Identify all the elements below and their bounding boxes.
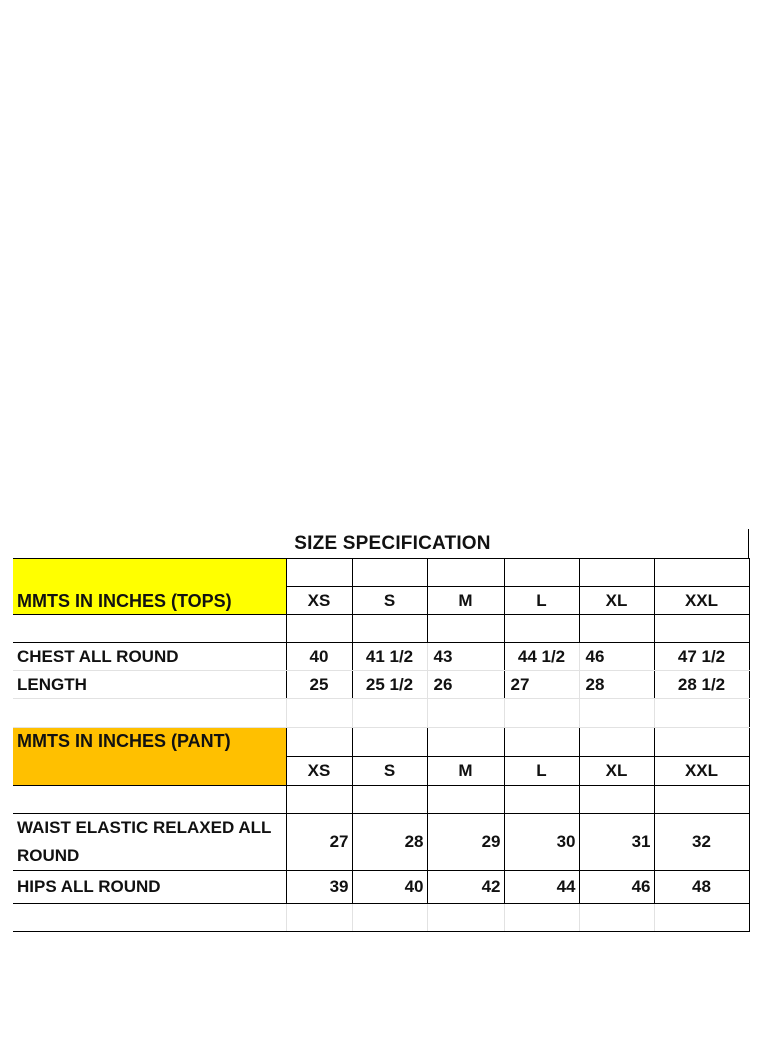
tops-size-header: XXL (654, 587, 749, 615)
measurement-value: 41 1/2 (352, 643, 427, 671)
size-spec-table (13, 558, 750, 932)
measurement-value: 26 (427, 671, 504, 699)
empty-cell (427, 786, 504, 814)
empty-cell (286, 699, 352, 728)
pant-size-header: XS (286, 757, 352, 786)
measurement-label: WAIST ELASTIC RELAXED ALL ROUND (13, 814, 286, 871)
empty-cell (352, 786, 427, 814)
empty-cell (13, 615, 286, 643)
measurement-label: HIPS ALL ROUND (13, 871, 286, 904)
empty-cell (504, 699, 579, 728)
tops-section-label: MMTS IN INCHES (TOPS) (13, 559, 286, 615)
empty-cell (286, 728, 352, 757)
measurement-value: 25 1/2 (352, 671, 427, 699)
pant-size-header: S (352, 757, 427, 786)
empty-cell (654, 786, 749, 814)
empty-cell (504, 904, 579, 932)
measurement-value: 44 1/2 (504, 643, 579, 671)
sheet-title (13, 529, 749, 558)
measurement-value: 32 (654, 814, 749, 871)
empty-cell (579, 728, 654, 757)
tops-size-header: M (427, 587, 504, 615)
measurement-value: 40 (352, 871, 427, 904)
measurement-value: 27 (286, 814, 352, 871)
empty-cell (504, 786, 579, 814)
measurement-value: 40 (286, 643, 352, 671)
empty-cell (352, 699, 427, 728)
empty-cell (13, 699, 286, 728)
pant-size-header: L (504, 757, 579, 786)
empty-cell (427, 728, 504, 757)
empty-cell (504, 615, 579, 643)
table-row (13, 871, 749, 904)
section-gap-row (13, 699, 749, 728)
measurement-value: 28 (579, 671, 654, 699)
empty-cell (654, 615, 749, 643)
measurement-value: 46 (579, 871, 654, 904)
measurement-label: CHEST ALL ROUND (13, 643, 286, 671)
empty-cell (427, 615, 504, 643)
measurement-value: 44 (504, 871, 579, 904)
measurement-value: 25 (286, 671, 352, 699)
measurement-value: 28 (352, 814, 427, 871)
measurement-value: 28 1/2 (654, 671, 749, 699)
empty-cell (352, 904, 427, 932)
empty-cell (13, 786, 286, 814)
measurement-value: 47 1/2 (654, 643, 749, 671)
empty-cell (654, 699, 749, 728)
empty-cell (427, 559, 504, 587)
empty-cell (654, 728, 749, 757)
measurement-value: 46 (579, 643, 654, 671)
measurement-value: 31 (579, 814, 654, 871)
measurement-value: 43 (427, 643, 504, 671)
measurement-value: 30 (504, 814, 579, 871)
empty-cell (654, 904, 749, 932)
measurement-label: LENGTH (13, 671, 286, 699)
empty-cell (427, 904, 504, 932)
pant-size-header: XL (579, 757, 654, 786)
empty-cell (654, 559, 749, 587)
sheet-title-text: SIZE SPECIFICATION (294, 533, 491, 554)
tops-size-header: XS (286, 587, 352, 615)
measurement-value: 39 (286, 871, 352, 904)
empty-cell (286, 904, 352, 932)
empty-cell (352, 728, 427, 757)
empty-cell (579, 904, 654, 932)
tops-size-header: XL (579, 587, 654, 615)
measurement-value: 29 (427, 814, 504, 871)
tops-header-row-top (13, 559, 749, 587)
size-specification-sheet (13, 529, 749, 932)
pant-section-label: MMTS IN INCHES (PANT) (13, 728, 286, 786)
tops-spacer-row (13, 615, 749, 643)
empty-cell (427, 699, 504, 728)
empty-cell (579, 786, 654, 814)
tops-size-header: L (504, 587, 579, 615)
pant-spacer-row (13, 786, 749, 814)
trailing-empty-row (13, 904, 749, 932)
pant-size-header: M (427, 757, 504, 786)
table-row (13, 671, 749, 699)
empty-cell (579, 699, 654, 728)
empty-cell (352, 559, 427, 587)
empty-cell (352, 615, 427, 643)
table-row (13, 643, 749, 671)
empty-cell (286, 786, 352, 814)
empty-cell (13, 904, 286, 932)
empty-cell (504, 728, 579, 757)
empty-cell (286, 559, 352, 587)
measurement-value: 42 (427, 871, 504, 904)
pant-size-header: XXL (654, 757, 749, 786)
empty-cell (286, 615, 352, 643)
empty-cell (579, 615, 654, 643)
empty-cell (504, 559, 579, 587)
empty-cell (579, 559, 654, 587)
measurement-value: 48 (654, 871, 749, 904)
measurement-value: 27 (504, 671, 579, 699)
pant-header-row-top (13, 728, 749, 757)
table-row (13, 814, 749, 871)
tops-size-header: S (352, 587, 427, 615)
